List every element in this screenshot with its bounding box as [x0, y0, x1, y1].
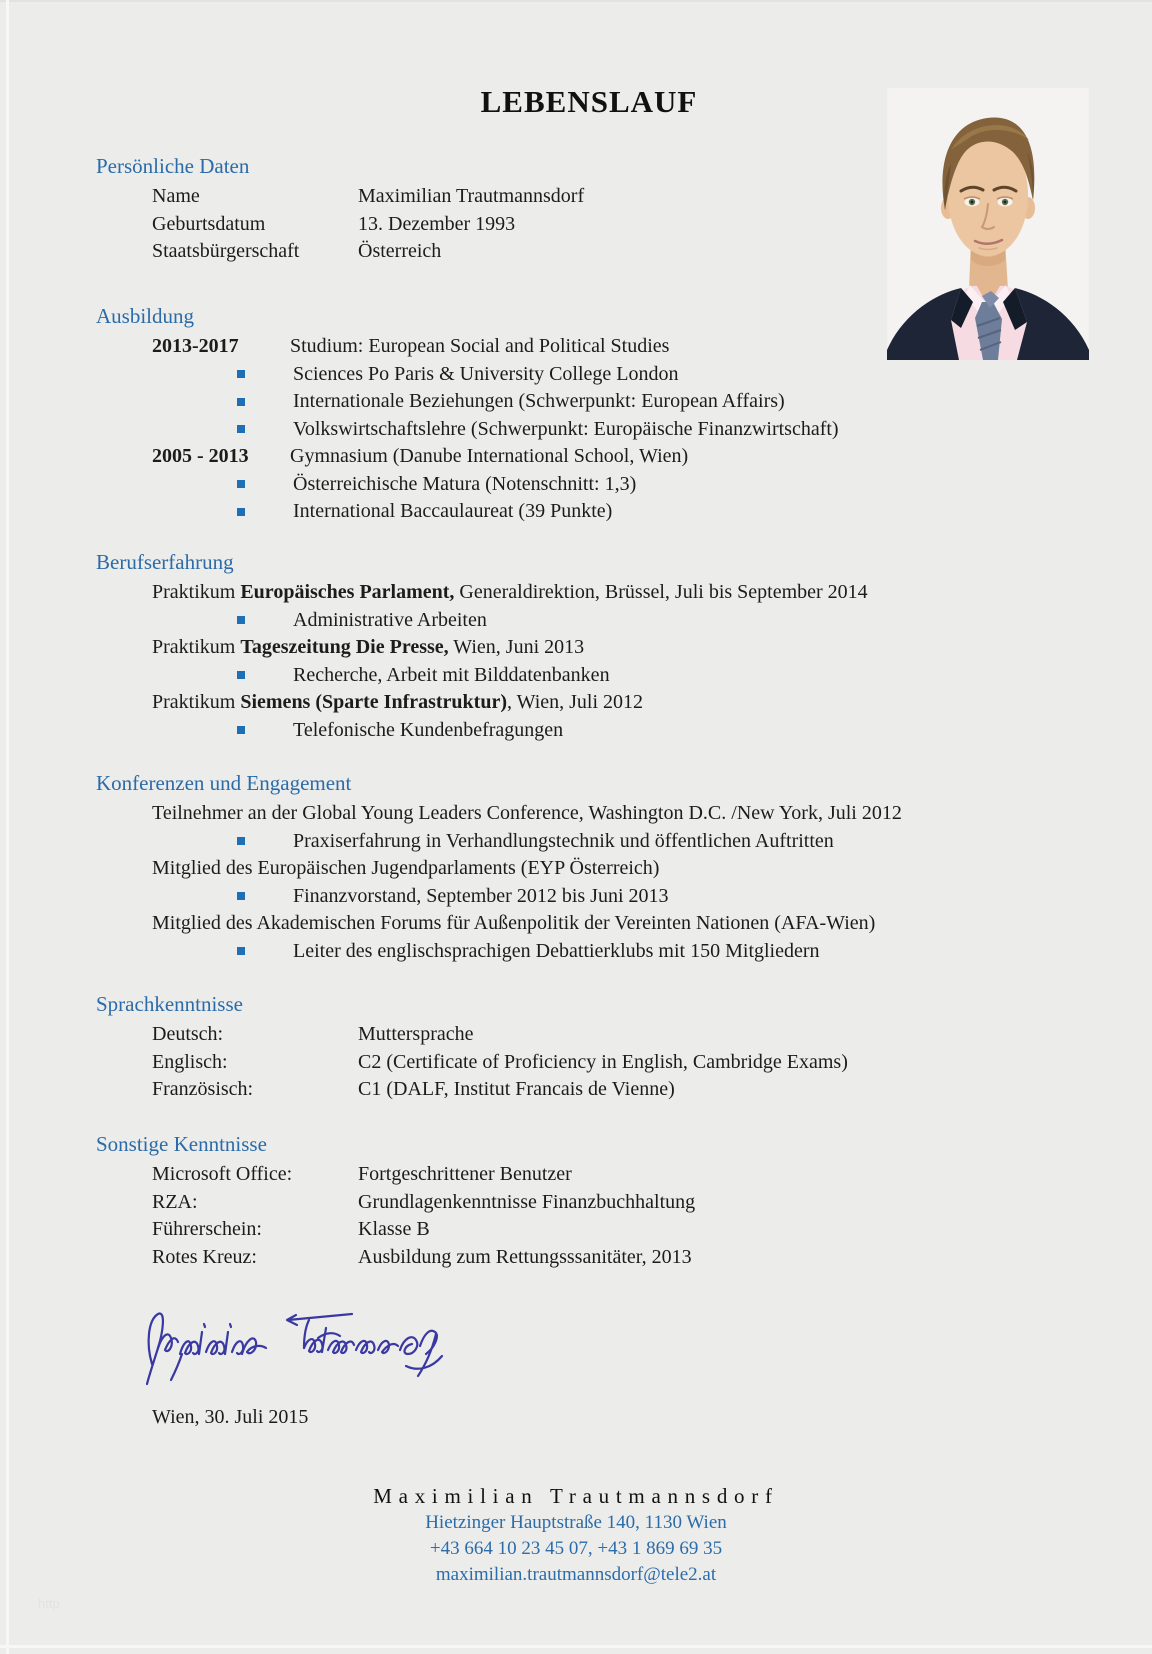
- bullet-square-icon: [237, 726, 245, 734]
- skill-value-redcross: Ausbildung zum Rettungsssanitäter, 2013: [358, 1245, 692, 1268]
- bullet-square-icon: [237, 425, 245, 433]
- bullet-square-icon: [237, 370, 245, 378]
- education-bullet: [96, 388, 1076, 416]
- language-row-german: [96, 1021, 1076, 1049]
- conference-bullet-text: Leiter des englischsprachigen Debattierklubs mit 150 Mitgliedern: [293, 939, 820, 962]
- skill-value-license: Klasse B: [358, 1218, 430, 1240]
- experience-detail: , Wien, Juli 2012: [507, 691, 644, 713]
- conference-bullet-text: Praxiserfahrung in Verhandlungstechnik und öffentlichen Auftritten: [293, 829, 834, 852]
- scan-edge-left: [6, 0, 9, 1654]
- language-row-french: [96, 1076, 1076, 1104]
- section-heading-personal: Persönliche Daten: [96, 154, 250, 178]
- personal-row-name: [96, 183, 1076, 211]
- footer-contact-block: [0, 1482, 1152, 1588]
- conference-bullet: [96, 883, 1076, 911]
- experience-employer: Tageszeitung Die Presse,: [240, 636, 449, 658]
- experience-prefix: Praktikum: [152, 691, 241, 713]
- conference-bullet: [96, 938, 1076, 966]
- experience-employer: Siemens (Sparte Infrastruktur): [240, 691, 507, 713]
- experience-bullet: [96, 662, 1076, 690]
- skill-label-rza: RZA:: [152, 1190, 198, 1213]
- education-bullet: [96, 361, 1076, 389]
- scan-edge-top: [0, 0, 1152, 2]
- education-bullet-text: Internationale Beziehungen (Schwerpunkt: European Affairs): [293, 390, 785, 412]
- section-languages: [96, 991, 1076, 1104]
- experience-detail: Wien, Juni 2013: [448, 636, 585, 658]
- section-other-skills: [96, 1131, 1076, 1271]
- bullet-square-icon: [237, 480, 245, 488]
- experience-employer: Europäisches Parlament,: [240, 581, 455, 603]
- section-heading-education: Ausbildung: [96, 304, 195, 328]
- language-value-french: C1 (DALF, Institut Francais de Vienne): [358, 1078, 675, 1100]
- education-bullet: [96, 498, 1076, 526]
- bullet-square-icon: [237, 508, 245, 516]
- personal-row-citizenship: [96, 238, 1076, 266]
- experience-entry: [96, 634, 1076, 662]
- footer-phone: +43 664 10 23 45 07, +43 1 869 69 35: [429, 1538, 723, 1559]
- place-date-line: Wien, 30. Juli 2015: [152, 1406, 309, 1428]
- experience-prefix: Praktikum: [152, 636, 241, 658]
- language-value-german: Muttersprache: [358, 1023, 474, 1045]
- skill-row-license: [96, 1216, 1076, 1244]
- personal-label-birthdate: Geburtsdatum: [152, 212, 266, 235]
- footer-email: maximilian.trautmannsdorf@tele2.at: [435, 1564, 717, 1585]
- experience-entry: [96, 579, 1076, 607]
- personal-label-citizenship: Staatsbürgerschaft: [152, 240, 300, 262]
- experience-bullet: [96, 607, 1076, 635]
- signature-ink: [138, 1298, 478, 1388]
- education-entry: [96, 333, 1076, 361]
- personal-label-name: Name: [152, 185, 200, 207]
- section-experience: [96, 549, 1076, 744]
- page-title: LEBENSLAUF: [480, 84, 698, 119]
- education-bullet-text: International Baccaulaureat (39 Punkte): [293, 500, 613, 522]
- bullet-square-icon: [237, 837, 245, 845]
- section-education: [96, 303, 1076, 526]
- bullet-square-icon: [237, 892, 245, 900]
- language-value-english: C2 (Certificate of Proficiency in English, Cambridge Exams): [358, 1050, 848, 1073]
- experience-bullet: [96, 717, 1076, 745]
- education-bullet-text: Volkswirtschaftslehre (Schwerpunkt: Europäische Finanzwirtschaft): [293, 417, 839, 440]
- footer-address: Hietzinger Hauptstraße 140, 1130 Wien: [425, 1512, 727, 1533]
- education-text: Studium: European Social and Political Studies: [290, 335, 670, 357]
- skill-row-office: [96, 1161, 1076, 1189]
- education-bullet: [96, 471, 1076, 499]
- section-heading-languages: Sprachkenntnisse: [96, 992, 243, 1016]
- section-personal-data: [96, 153, 1076, 266]
- section-heading-other-skills: Sonstige Kenntnisse: [96, 1132, 267, 1156]
- education-bullet-text: Sciences Po Paris & University College London: [293, 362, 679, 385]
- personal-value-birthdate: 13. Dezember 1993: [358, 212, 516, 235]
- faint-watermark: http: [38, 1596, 60, 1611]
- section-heading-experience: Berufserfahrung: [96, 550, 234, 574]
- experience-bullet-text: Telefonische Kundenbefragungen: [293, 718, 564, 741]
- conference-entry: Mitglied des Europäischen Jugendparlaments (EYP Österreich): [152, 857, 660, 879]
- conference-entry: Teilnehmer an der Global Young Leaders Conference, Washington D.C. /New York, Juli 2012: [152, 802, 902, 824]
- skill-label-license: Führerschein:: [152, 1218, 262, 1240]
- personal-value-citizenship: Österreich: [358, 240, 442, 262]
- education-period: 2005 - 2013: [152, 445, 249, 467]
- skill-row-rza: [96, 1189, 1076, 1217]
- education-text: Gymnasium (Danube International School, Wien): [290, 445, 689, 467]
- bullet-square-icon: [237, 671, 245, 679]
- language-label-german: Deutsch:: [152, 1023, 224, 1045]
- skill-label-redcross: Rotes Kreuz:: [152, 1245, 257, 1268]
- conference-entry: Mitglied des Akademischen Forums für Außenpolitik der Vereinten Nationen (AFA-Wien): [152, 912, 876, 934]
- skill-label-office: Microsoft Office:: [152, 1163, 293, 1185]
- footer-name: Maximilian Trautmannsdorf: [373, 1484, 779, 1508]
- language-label-french: Französisch:: [152, 1078, 254, 1100]
- handwritten-signature: [138, 1298, 478, 1388]
- personal-value-name: Maximilian Trautmannsdorf: [358, 185, 585, 207]
- language-label-english: Englisch:: [152, 1050, 228, 1073]
- section-heading-conferences: Konferenzen und Engagement: [96, 771, 352, 795]
- bullet-square-icon: [237, 616, 245, 624]
- skill-value-office: Fortgeschrittener Benutzer: [358, 1163, 572, 1185]
- language-row-english: [96, 1049, 1076, 1077]
- education-bullet: [96, 416, 1076, 444]
- education-entry: [96, 443, 1076, 471]
- conference-bullet: [96, 828, 1076, 856]
- bullet-square-icon: [237, 398, 245, 406]
- experience-bullet-text: Administrative Arbeiten: [293, 608, 487, 631]
- experience-prefix: Praktikum: [152, 581, 241, 603]
- conference-bullet-text: Finanzvorstand, September 2012 bis Juni 2013: [293, 884, 669, 907]
- skill-row-redcross: [96, 1244, 1076, 1272]
- personal-row-birthdate: [96, 211, 1076, 239]
- bullet-square-icon: [237, 947, 245, 955]
- section-conferences: [96, 770, 1076, 965]
- skill-value-rza: Grundlagenkenntnisse Finanzbuchhaltung: [358, 1190, 696, 1213]
- scan-edge-bottom: [0, 1645, 1152, 1648]
- education-bullet-text: Österreichische Matura (Notenschnitt: 1,3): [293, 472, 637, 495]
- experience-bullet-text: Recherche, Arbeit mit Bilddatenbanken: [293, 663, 610, 686]
- experience-entry: [96, 689, 1076, 717]
- experience-detail: Generaldirektion, Brüssel, Juli bis September 2014: [454, 581, 868, 603]
- education-period: 2013-2017: [152, 335, 239, 357]
